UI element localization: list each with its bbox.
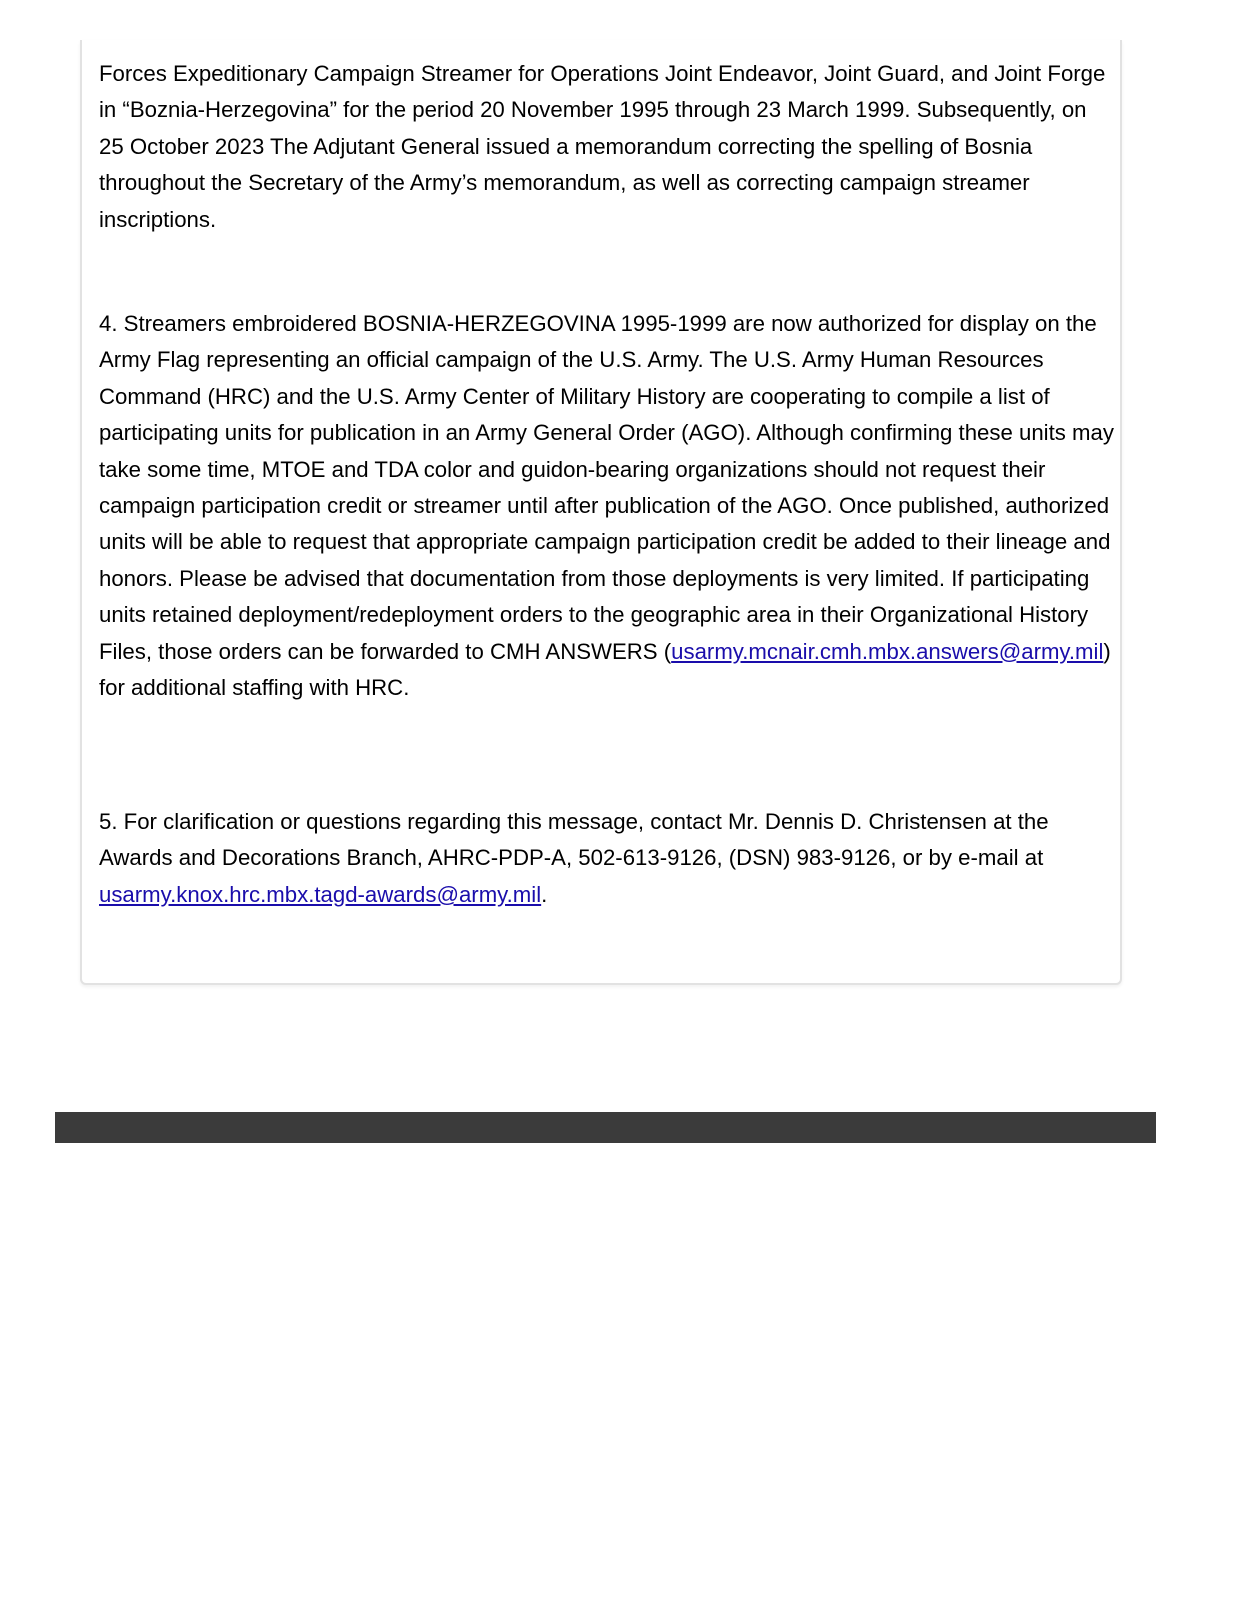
message-intro-paragraph [99, 56, 1114, 238]
cmh-answers-email-link[interactable]: usarmy.mcnair.cmh.mbx.answers@army.mil [671, 638, 1104, 664]
paragraph-5-text-after-link: . [541, 881, 548, 907]
paragraph-4-text: 4. Streamers embroidered BOSNIA-HERZEGOVINA 1995-1999 are now authorized for display on the Army Flag representing an official campaign of the U.S. Army. The U.S. Army Human Resources Command (HRC) and the U.S. Army Center of Military History are cooperating to compile a list of participating units for publication in an Army General Order (AGO). Although confirming these units may take some time, MTOE and TDA color and guidon-bearing organizations should not request their campaign participation credit or streamer until after publication of the AGO. Once published, authorized units will be able to request that appropriate campaign participation credit be added to their lineage and honors. Please be advised that documentation from those deployments is very limited. If participating units retained deployment/redeployment orders to the geographic area in their Organizational History Files, those orders can be forwarded to CMH ANSWERS ( [99, 311, 1114, 664]
message-paragraph-4 [99, 306, 1114, 706]
footer-bar [55, 1112, 1156, 1143]
tagd-awards-email-link[interactable]: usarmy.knox.hrc.mbx.tagd-awards@army.mil [99, 881, 542, 907]
paragraph-5-text: 5. For clarification or questions regarding this message, contact Mr. Dennis D. Christensen at the Awards and Decorations Branch, AHRC-PDP-A, 502-613-9126, (DSN) 983-9126, or by e-mail at [99, 809, 1049, 871]
message-paragraph-5 [99, 804, 1114, 913]
paragraph-4-text-after-link: ) for additional staffing with HRC. [99, 638, 1111, 701]
intro-text: Forces Expeditionary Campaign Streamer for Operations Joint Endeavor, Joint Guard, and Joint Forge in “Boznia-Herzegovina” for the period 20 November 1995 through 23 March 1999. Subsequently, on 25 October 2023 The Adjutant General issued a memorandum correcting the spelling of Bosnia throughout the Secretary of the Army’s memorandum, as well as correcting campaign streamer inscriptions. [99, 61, 1106, 232]
